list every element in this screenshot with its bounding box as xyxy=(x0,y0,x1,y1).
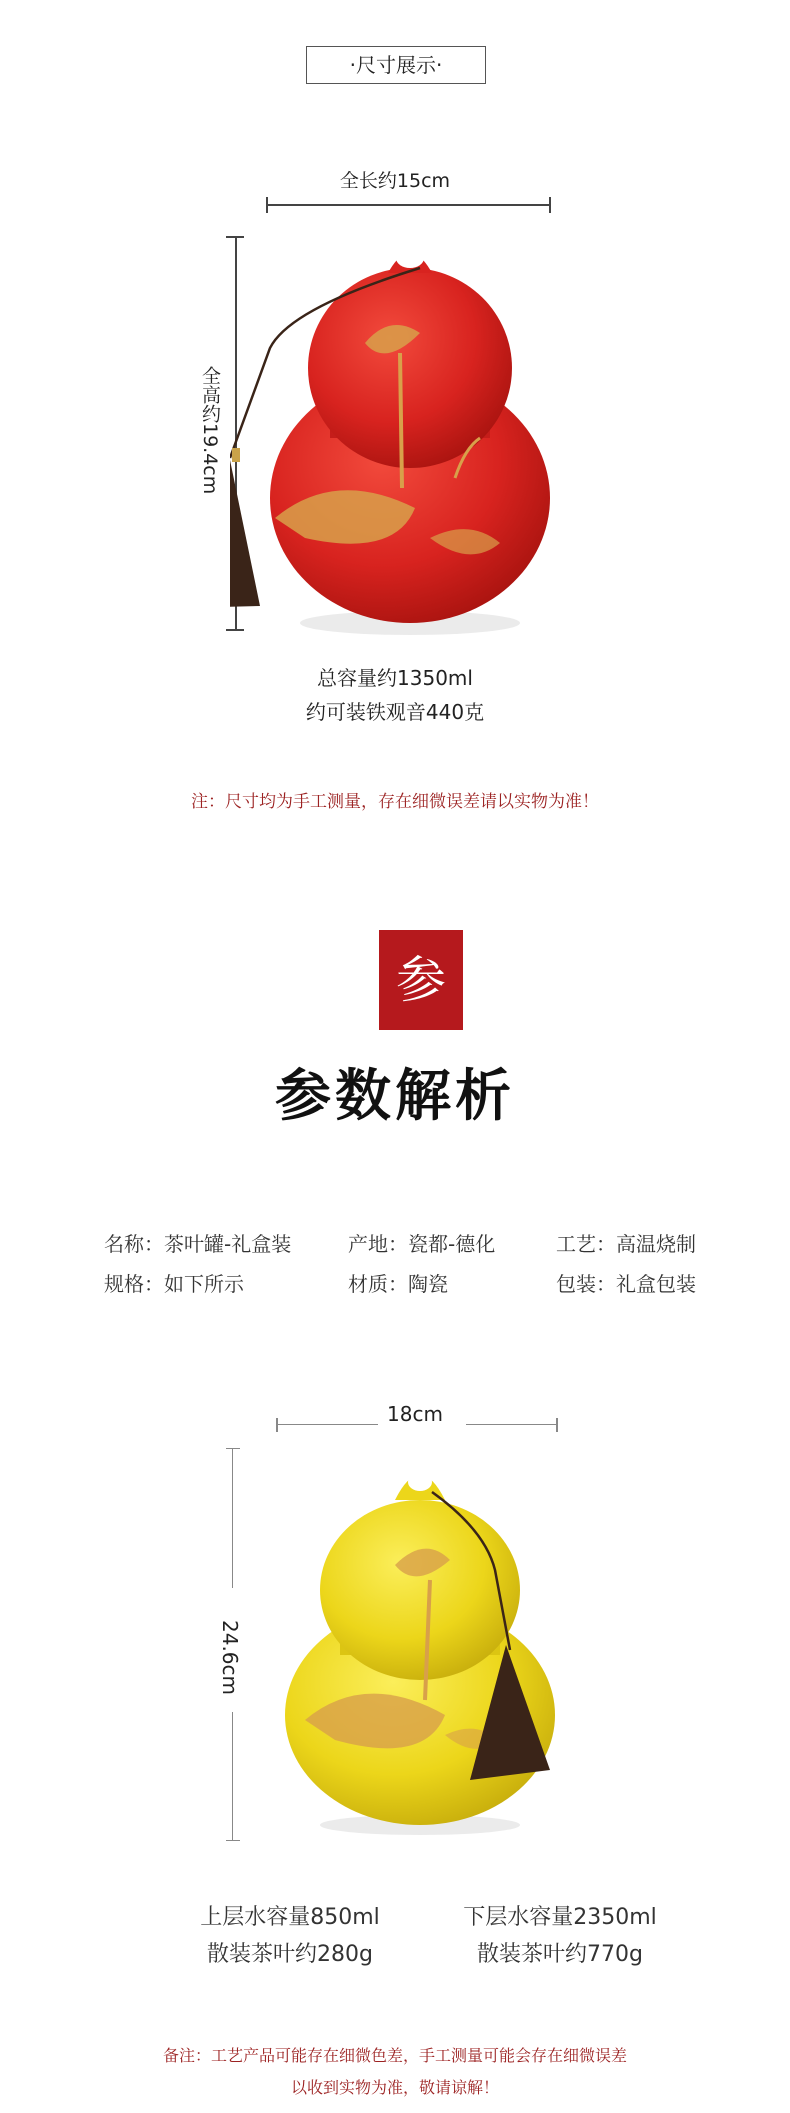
yellow-gourd-tea-jar-image xyxy=(270,1450,570,1850)
remark-note-line2: 以收到实物为准，敬请谅解！ xyxy=(290,2078,499,2097)
lower-tea-text: 散装茶叶约770g xyxy=(477,1942,643,1967)
red-gourd-tea-jar-image xyxy=(230,228,560,648)
width-dimension-line-right xyxy=(466,1424,556,1425)
param-label: 包装： xyxy=(556,1272,616,1296)
height-label-2: 24.6cm xyxy=(218,1620,242,1696)
width-dimension-line xyxy=(266,204,551,206)
height-dimension-line-top xyxy=(232,1448,233,1588)
param-packaging xyxy=(556,1268,696,1297)
param-spec xyxy=(104,1268,244,1297)
capacity-text: 总容量约1350ml xyxy=(317,666,473,690)
param-value: 高温烧制 xyxy=(616,1232,696,1256)
width-tick-right xyxy=(549,197,551,213)
param-value: 如下所示 xyxy=(164,1272,244,1296)
lower-capacity-text: 下层水容量2350ml xyxy=(463,1905,657,1930)
param-craft xyxy=(556,1228,696,1257)
remark-note-line1: 备注：工艺产品可能存在细微色差，手工测量可能会存在细微误差 xyxy=(162,2046,627,2065)
width-label-2: 18cm xyxy=(387,1402,443,1426)
param-label: 规格： xyxy=(104,1272,164,1296)
height-label: 全高约19.4cm xyxy=(199,366,221,495)
seal-stamp: 参 xyxy=(379,930,463,1030)
upper-capacity-text: 上层水容量850ml xyxy=(200,1905,380,1930)
param-label: 名称： xyxy=(104,1232,164,1256)
width-tick-left xyxy=(266,197,268,213)
param-value: 陶瓷 xyxy=(408,1272,448,1296)
width-dimension-line-left xyxy=(278,1424,378,1425)
param-origin xyxy=(348,1228,495,1257)
param-material xyxy=(348,1268,448,1297)
height-tick-top-2 xyxy=(226,1448,240,1449)
param-value: 瓷都-德化 xyxy=(408,1232,496,1256)
width-tick-left-2 xyxy=(276,1418,278,1432)
height-tick-bottom-2 xyxy=(226,1840,240,1841)
height-dimension-line-bottom xyxy=(232,1712,233,1840)
param-value: 茶叶罐-礼盒装 xyxy=(164,1232,292,1256)
measurement-note: 注：尺寸均为手工测量，存在细微误差请以实物为准！ xyxy=(191,792,599,812)
param-value: 礼盒包装 xyxy=(616,1272,696,1296)
tea-amount-text: 约可装铁观音440克 xyxy=(305,700,485,724)
param-label: 材质： xyxy=(348,1272,408,1296)
width-tick-right-2 xyxy=(556,1418,558,1432)
upper-tea-text: 散装茶叶约280g xyxy=(207,1942,373,1967)
param-label: 工艺： xyxy=(556,1232,616,1256)
parameters-title: 参数解析 xyxy=(275,1064,515,1129)
param-label: 产地： xyxy=(348,1232,408,1256)
width-label: 全长约15cm xyxy=(339,170,451,192)
param-name xyxy=(104,1228,291,1257)
section-title-size: ·尺寸展示· xyxy=(306,46,486,84)
